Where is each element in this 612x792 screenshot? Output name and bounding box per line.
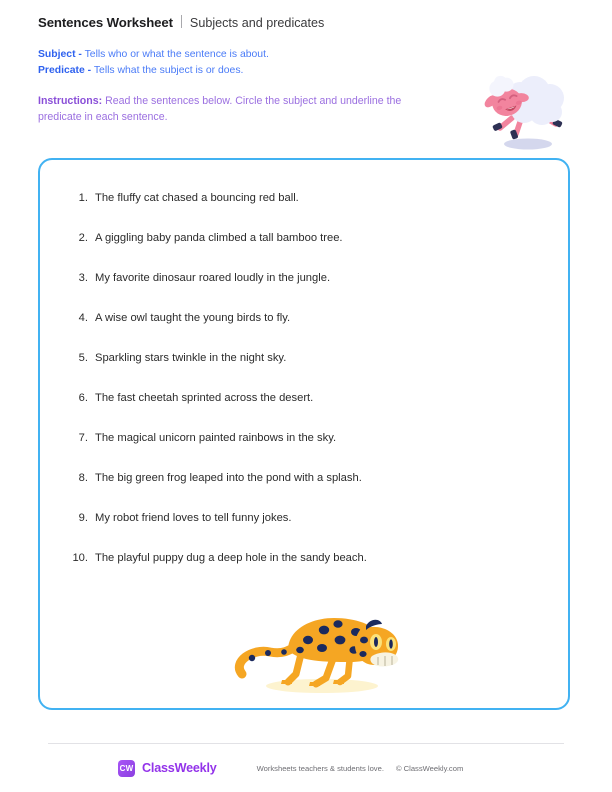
footer-tagline: Worksheets teachers & students love.: [256, 763, 384, 773]
sentence-text: Sparkling stars twinkle in the night sky.: [95, 352, 287, 364]
sentence-number: 9.: [78, 512, 88, 524]
definition-subject-text: Tells who or what the sentence is about.: [81, 49, 269, 60]
sentence-text: My robot friend loves to tell funny jokes.: [95, 512, 292, 524]
definition-predicate-term: Predicate -: [38, 64, 92, 76]
footer-meta: [257, 764, 464, 773]
instructions-text: Read the sentences below. Circle the subject and underline the predicate in each sentence.: [38, 95, 402, 123]
sentence-number: 10.: [72, 552, 88, 564]
title-divider: [181, 15, 182, 28]
brand-name: ClassWeekly: [142, 761, 217, 775]
sentence-number: 6.: [78, 392, 88, 404]
definition-subject: [38, 47, 468, 63]
sentences-content-box: [38, 158, 570, 710]
sentence-text: A wise owl taught the young birds to fly.: [95, 312, 291, 324]
sentence-list: [62, 190, 546, 566]
worksheet-header: [38, 14, 468, 125]
sentence-text: A giggling baby panda climbed a tall bamboo tree.: [95, 232, 343, 244]
page-title-main: Sentences Worksheet: [38, 15, 173, 30]
list-item: [62, 430, 546, 446]
definition-predicate-text: Tells what the subject is or does.: [91, 64, 244, 76]
sentence-text: The fluffy cat chased a bouncing red ball.: [95, 192, 299, 204]
list-item: [62, 550, 546, 566]
footer-divider: [48, 743, 564, 744]
instructions-block: [38, 94, 430, 125]
list-item: [62, 310, 546, 326]
definition-predicate: [38, 63, 468, 79]
page-title-subtitle: Subjects and predicates: [189, 16, 325, 30]
sentence-number: 2.: [78, 232, 88, 244]
list-item: [62, 470, 546, 486]
sentence-number: 1.: [78, 192, 88, 204]
definition-subject-term: Subject -: [38, 49, 82, 60]
sentence-text: The playful puppy dug a deep hole in the sandy beach.: [95, 552, 367, 564]
sentence-number: 8.: [78, 472, 88, 484]
sentence-text: The fast cheetah sprinted across the desert.: [95, 392, 314, 404]
list-item: [62, 230, 546, 246]
worksheet-footer: [48, 756, 564, 780]
sentence-text: The magical unicorn painted rainbows in the sky.: [95, 432, 337, 444]
sentence-number: 4.: [78, 312, 88, 324]
sentence-number: 3.: [78, 272, 88, 284]
sentence-text: My favorite dinosaur roared loudly in the jungle.: [95, 272, 331, 284]
footer-copyright: © ClassWeekly.com: [395, 763, 464, 773]
list-item: [62, 510, 546, 526]
list-item: [62, 390, 546, 406]
sentence-text: The big green frog leaped into the pond with a splash.: [95, 472, 362, 484]
brand-logo: [118, 760, 217, 777]
definitions-block: [38, 47, 468, 78]
list-item: [62, 350, 546, 366]
page-title: [38, 14, 468, 30]
classweekly-badge-icon: CW: [118, 760, 135, 777]
jumping-sheep-illustration: [476, 62, 572, 154]
running-cheetah-illustration: [230, 600, 402, 696]
list-item: [62, 190, 546, 206]
sentence-number: 5.: [78, 352, 88, 364]
sentence-number: 7.: [78, 432, 88, 444]
list-item: [62, 270, 546, 286]
instructions-label: Instructions:: [38, 95, 103, 107]
